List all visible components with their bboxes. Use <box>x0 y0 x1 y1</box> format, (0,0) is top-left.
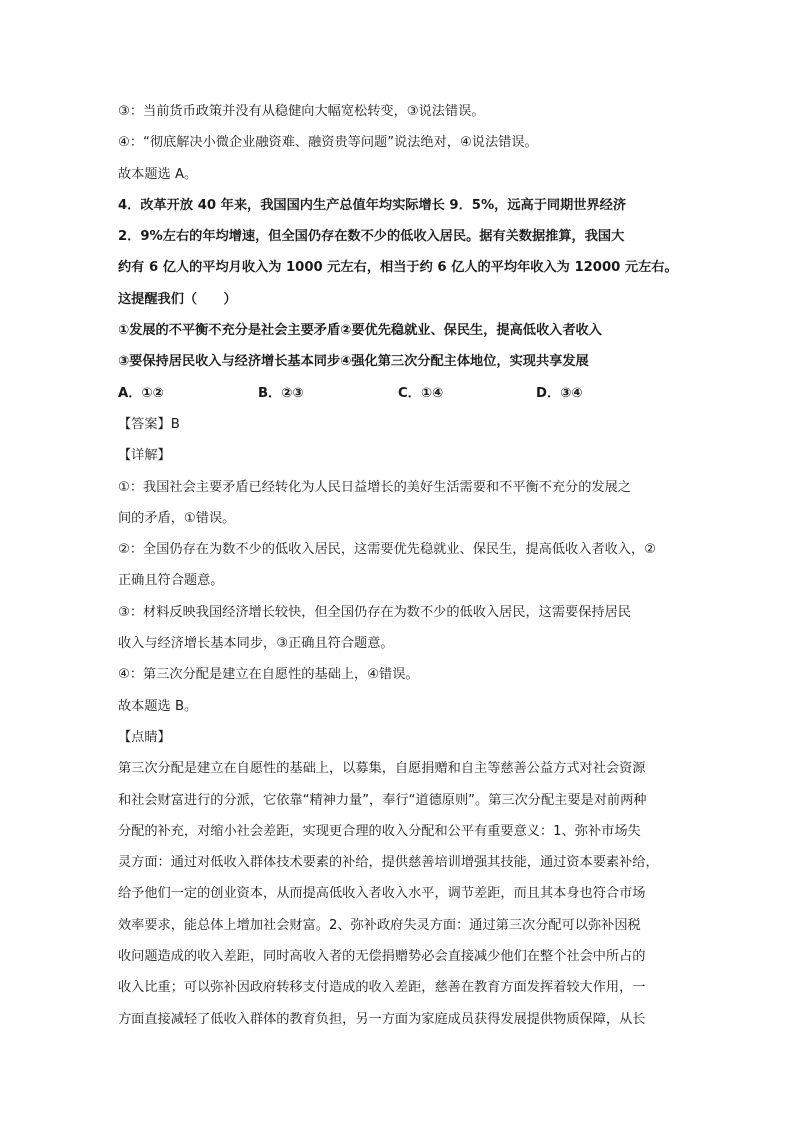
question-stem-line: 这提醒我们（ ） <box>118 291 237 307</box>
prev-analysis-line-3: ③：当前货币政策并没有从稳健向大幅宽松转变，③说法错误。 <box>118 104 485 119</box>
option-d: D．③④ <box>536 385 583 401</box>
question-statement: ③要保持居民收入与经济增长基本同步④强化第三次分配主体地位，实现共享发展 <box>118 354 589 370</box>
comment-line: 收入比重；可以弥补因政府转移支付造成的收入差距，慈善在教育方面发挥着较大作用，一 <box>118 980 646 996</box>
question-stem-line: 4．改革开放 40 年来，我国国内生产总值年均实际增长 9．5%，远高于同期世界经济 <box>118 197 627 213</box>
prev-analysis-line-4: ④：“彻底解决小微企业融资难、融资贵等问题”说法绝对，④说法错误。 <box>118 135 538 151</box>
prev-conclusion: 故本题选 A。 <box>118 166 198 182</box>
detail-line: ④：第三次分配是建立在自愿性的基础上，④错误。 <box>118 667 419 683</box>
comment-line: 分配的补充，对缩小社会差距，实现更合理的收入分配和公平有重要意义：1、弥补市场失 <box>118 823 641 839</box>
comment-line: 灵方面：通过对低收入群体技术要素的补给，提供慈善培训增强其技能，通过资本要素补给， <box>118 855 659 871</box>
comment-line: 方面直接减轻了低收入群体的教育负担，另一方面为家庭成员获得发展提供物质保障，从长 <box>118 1011 646 1027</box>
question-stem-line: 2．9%左右的年均增速，但全国仍存在数不少的低收入居民。据有关数据推算，我国大 <box>118 229 625 245</box>
option-a: A．①② <box>118 385 164 401</box>
question-stem-line: 约有 6 亿人的平均月收入为 1000 元左右，相当于约 6 亿人的平均年收入为 12000 元左右。 <box>118 260 678 276</box>
document-page <box>118 96 678 1035</box>
detail-line: 收入与经济增长基本同步，③正确且符合题意。 <box>118 636 394 652</box>
comment-line: 和社会财富进行的分派，它依靠“精神力量”，奉行“道德原则”。第三次分配主要是对前两种 <box>118 792 647 808</box>
detail-line: ①：我国社会主要矛盾已经转化为人民日益增长的美好生活需要和不平衡不充分的发展之 <box>118 479 631 495</box>
detail-line: 间的矛盾，①错误。 <box>118 510 236 526</box>
answer-options <box>118 378 678 409</box>
detail-line: ②：全国仍存在为数不少的低收入居民，这需要优先稳就业、保民生，提高低收入者收入，② <box>118 542 656 558</box>
comment-label: 【点睛】 <box>118 729 171 745</box>
answer-label: 【答案】B <box>118 416 180 432</box>
option-b: B．②③ <box>258 385 304 401</box>
detail-label: 【详解】 <box>118 448 171 464</box>
detail-line: 正确且符合题意。 <box>118 573 224 589</box>
comment-line: 效率要求，能总体上增加社会财富。2、弥补政府失灵方面：通过第三次分配可以弥补因税 <box>118 917 641 933</box>
option-c: C．①④ <box>398 385 444 401</box>
question-statement: ①发展的不平衡不充分是社会主要矛盾②要优先稳就业、保民生，提高低收入者收入 <box>118 323 602 339</box>
detail-line: ③：材料反映我国经济增长较快，但全国仍存在为数不少的低收入居民，这需要保持居民 <box>118 604 631 620</box>
comment-line: 给予他们一定的创业资本，从而提高低收入者收入水平，调节差距，而且其本身也符合市场 <box>118 886 646 902</box>
comment-line: 第三次分配是建立在自愿性的基础上，以募集，自愿捐赠和自主等慈善公益方式对社会资源 <box>118 761 646 777</box>
comment-line: 收问题造成的收入差距，同时高收入者的无偿捐赠势必会直接减少他们在整个社会中所占的 <box>118 949 646 965</box>
detail-line: 故本题选 B。 <box>118 698 198 714</box>
